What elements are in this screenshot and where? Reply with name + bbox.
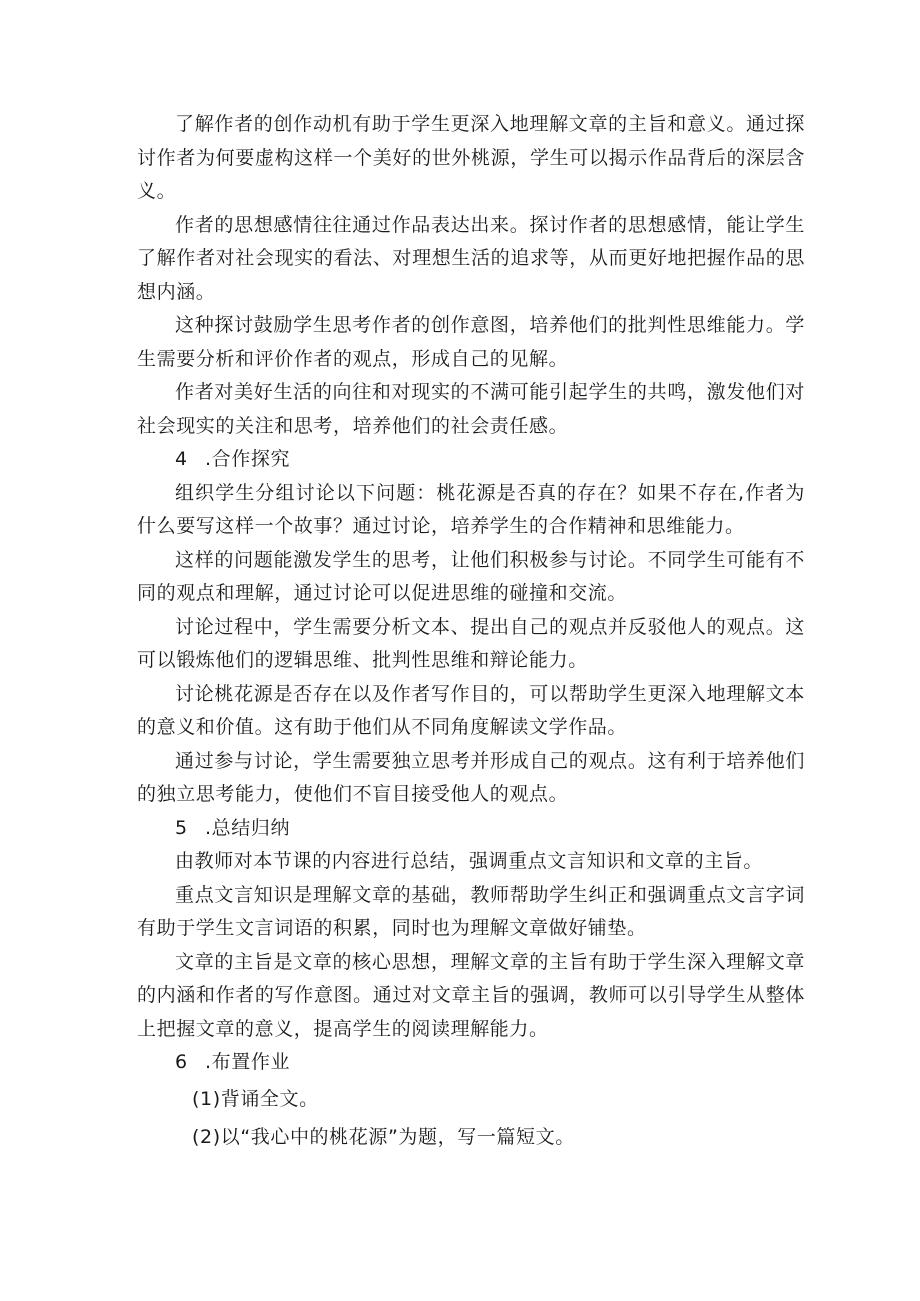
section-title: .总结归纳 bbox=[205, 816, 291, 839]
paragraph: 重点文言知识是理解文章的基础，教师帮助学生纠正和强调重点文言字词有助于学生文言词语的积累，同时也为理解文章做好铺垫。 bbox=[137, 883, 805, 939]
paragraph: 这样的问题能激发学生的思考，让他们积极参与讨论。不同学生可能有不同的观点和理解，通过讨论可以促进思维的碰撞和交流。 bbox=[137, 548, 805, 604]
paragraph: 这种探讨鼓励学生思考作者的创作意图，培养他们的批判性思维能力。学生需要分析和评价作者的观点，形成自己的见解。 bbox=[137, 314, 805, 370]
section-number: 6 bbox=[175, 1051, 188, 1073]
section-number: 4 bbox=[175, 448, 188, 470]
paragraph: 作者的思想感情往往通过作品表达出来。探讨作者的思想感情，能让学生了解作者对社会现实的看法、对理想生活的追求等，从而更好地把握作品的思想内涵。 bbox=[137, 213, 805, 303]
document-page bbox=[137, 108, 805, 1156]
paragraph: 了解作者的创作动机有助于学生更深入地理解文章的主旨和意义。通过探讨作者为何要虚构这样一个美好的世外桃源，学生可以揭示作品背后的深层含义。 bbox=[137, 113, 805, 202]
paragraph: 讨论过程中，学生需要分析文本、提出自己的观点并反驳他人的观点。这可以锻炼他们的逻辑思维、批判性思维和辩论能力。 bbox=[137, 615, 805, 671]
paragraph: 通过参与讨论，学生需要独立思考并形成自己的观点。这有利于培养他们的独立思考能力，使他们不盲目接受他人的观点。 bbox=[137, 749, 805, 805]
paragraph: 讨论桃花源是否存在以及作者写作目的，可以帮助学生更深入地理解文本的意义和价值。这有助于他们从不同角度解读文学作品。 bbox=[137, 682, 805, 738]
paragraph: 组织学生分组讨论以下问题：桃花源是否真的存在？如果不存在,作者为什么要写这样一个故事？通过讨论，培养学生的合作精神和思维能力。 bbox=[137, 481, 805, 537]
section-heading-6 bbox=[137, 1046, 805, 1080]
section-number: 5 bbox=[175, 816, 188, 839]
homework-item: (1)背诵全文。 bbox=[192, 1087, 319, 1110]
section-title: .布置作业 bbox=[205, 1051, 291, 1073]
paragraph: 由教师对本节课的内容进行总结，强调重点文言知识和文章的主旨。 bbox=[175, 850, 764, 872]
section-heading-4 bbox=[137, 443, 805, 477]
section-title: .合作探究 bbox=[205, 448, 291, 470]
paragraph: 文章的主旨是文章的核心思想，理解文章的主旨有助于学生深入理解文章的内涵和作者的写作意图。通过对文章主旨的强调，教师可以引导学生从整体上把握文章的意义，提高学生的阅读理解能力。 bbox=[137, 950, 805, 1040]
paragraph: 作者对美好生活的向往和对现实的不满可能引起学生的共鸣，激发他们对社会现实的关注和思考，培养他们的社会责任感。 bbox=[137, 381, 805, 437]
section-heading-5 bbox=[137, 812, 805, 846]
homework-item: (2)以“我心中的桃花源”为题，写一篇短文。 bbox=[192, 1125, 575, 1148]
